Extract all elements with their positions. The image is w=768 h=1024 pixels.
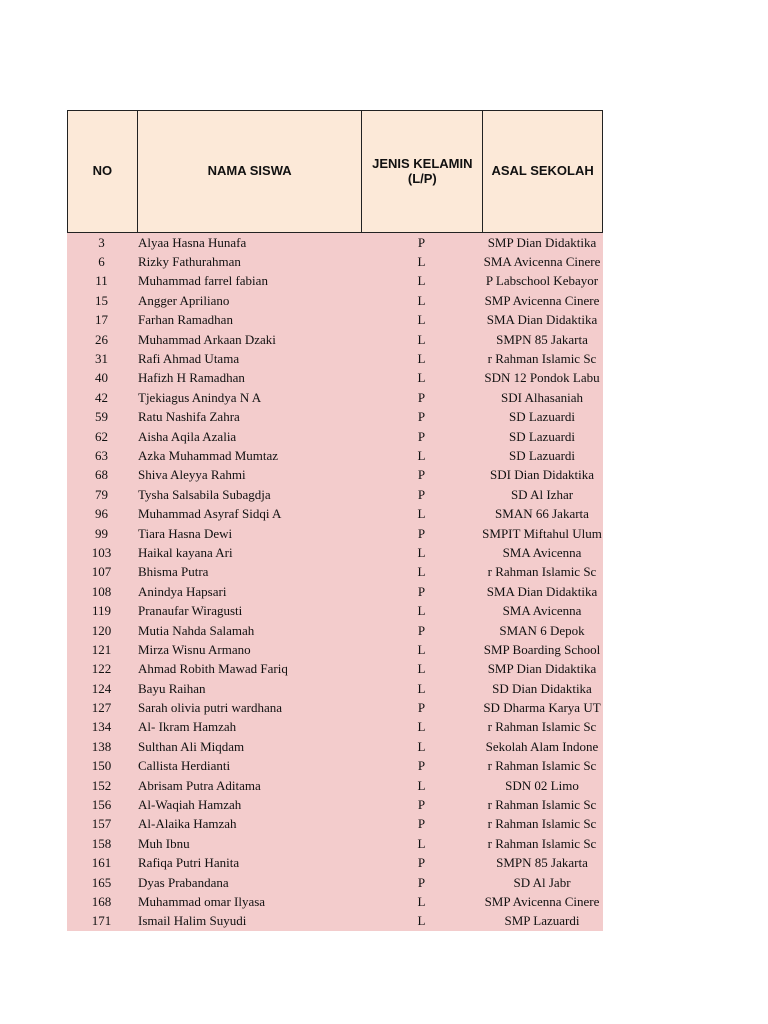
row-asal-sekolah xyxy=(482,623,602,639)
asal-sekolah-text: SMP Dian Didaktika xyxy=(487,234,597,250)
table-row xyxy=(67,757,603,776)
row-asal-sekolah xyxy=(482,913,602,929)
asal-sekolah-text: SMPN 85 Jakarta xyxy=(496,855,588,871)
row-asal-sekolah xyxy=(482,894,602,910)
row-nama-siswa: Al-Waqiah Hamzah xyxy=(138,797,242,813)
row-jenis-kelamin: L xyxy=(417,835,426,851)
row-asal-sekolah xyxy=(482,312,602,328)
row-nama-siswa: Al-Alaika Hamzah xyxy=(138,816,237,832)
table-row xyxy=(67,504,603,523)
row-jenis-kelamin: L xyxy=(417,331,426,347)
row-jenis-kelamin: L xyxy=(417,641,426,657)
row-nama-siswa: Muhammad Asyraf Sidqi A xyxy=(138,506,282,522)
row-nama-siswa: Rafi Ahmad Utama xyxy=(138,351,240,367)
table-row xyxy=(67,582,603,601)
asal-sekolah-text: SMP Dian Didaktika xyxy=(487,661,597,677)
row-asal-sekolah xyxy=(482,390,602,406)
asal-sekolah-text: SD Al Izhar xyxy=(510,486,574,502)
table-row xyxy=(67,485,603,504)
row-nama-siswa: Haikal kayana Ari xyxy=(138,544,233,560)
row-asal-sekolah xyxy=(482,584,602,600)
asal-sekolah-text: SD Lazuardi xyxy=(508,428,576,444)
asal-sekolah-text: SMP Avicenna Cinere xyxy=(484,292,600,308)
row-no: 168 xyxy=(91,893,112,909)
row-asal-sekolah xyxy=(482,642,602,658)
row-no: 150 xyxy=(91,758,112,774)
row-jenis-kelamin: L xyxy=(417,506,426,522)
row-jenis-kelamin: P xyxy=(417,758,426,774)
row-asal-sekolah xyxy=(482,719,602,735)
asal-sekolah-text: SMAN 66 Jakarta xyxy=(495,506,589,522)
asal-sekolah-text: SMA Dian Didaktika xyxy=(486,583,598,599)
row-jenis-kelamin: L xyxy=(417,661,426,677)
row-no: 96 xyxy=(95,506,108,522)
row-no: 127 xyxy=(91,700,112,716)
table-row xyxy=(67,718,603,737)
asal-sekolah-text: P Labschool Kebayor xyxy=(485,273,599,289)
row-no: 17 xyxy=(95,312,108,328)
row-nama-siswa: Tysha Salsabila Subagdja xyxy=(138,486,271,502)
asal-sekolah-text: SDI Dian Didaktika xyxy=(490,467,594,483)
row-asal-sekolah xyxy=(482,429,602,445)
row-nama-siswa: Bhisma Putra xyxy=(138,564,209,580)
row-asal-sekolah xyxy=(482,351,602,367)
table-row xyxy=(67,912,603,931)
row-nama-siswa: Bayu Raihan xyxy=(138,680,206,696)
asal-sekolah-text: SD Dian Didaktika xyxy=(492,680,592,696)
asal-sekolah-text: Sekolah Alam Indone xyxy=(485,738,599,754)
table-row xyxy=(67,291,603,310)
row-jenis-kelamin: L xyxy=(417,738,426,754)
row-asal-sekolah xyxy=(482,778,602,794)
row-asal-sekolah xyxy=(482,293,602,309)
table-row xyxy=(67,795,603,814)
row-no: 156 xyxy=(91,797,112,813)
row-jenis-kelamin: P xyxy=(417,816,426,832)
row-nama-siswa: Aisha Aqila Azalia xyxy=(138,428,237,444)
row-jenis-kelamin: L xyxy=(417,603,426,619)
table-row xyxy=(67,446,603,465)
row-jenis-kelamin: L xyxy=(417,447,426,463)
header-jenis-kelamin: JENIS KELAMIN (L/P) xyxy=(361,111,482,232)
table-header xyxy=(67,110,603,233)
row-jenis-kelamin: L xyxy=(417,312,426,328)
table-row xyxy=(67,272,603,291)
row-asal-sekolah xyxy=(482,254,602,270)
table-row xyxy=(67,892,603,911)
row-nama-siswa: Rafiqa Putri Hanita xyxy=(138,855,240,871)
asal-sekolah-text: SD Al Jabr xyxy=(513,874,571,890)
row-no: 134 xyxy=(91,719,112,735)
table-row xyxy=(67,776,603,795)
asal-sekolah-text: SMP Lazuardi xyxy=(504,913,580,929)
asal-sekolah-text: r Rahman Islamic Sc xyxy=(487,758,597,774)
row-no: 42 xyxy=(95,389,108,405)
row-no: 68 xyxy=(95,467,108,483)
asal-sekolah-text: SMA Dian Didaktika xyxy=(486,312,598,328)
row-nama-siswa: Ahmad Robith Mawad Fariq xyxy=(138,661,288,677)
row-jenis-kelamin: L xyxy=(417,777,426,793)
row-asal-sekolah xyxy=(482,836,602,852)
asal-sekolah-text: r Rahman Islamic Sc xyxy=(487,816,597,832)
row-nama-siswa: Anindya Hapsari xyxy=(138,583,227,599)
asal-sekolah-text: SMAN 6 Depok xyxy=(499,622,585,638)
asal-sekolah-text: SD Dharma Karya UT xyxy=(483,700,601,716)
row-jenis-kelamin: L xyxy=(417,370,426,386)
row-nama-siswa: Hafizh H Ramadhan xyxy=(138,370,245,386)
asal-sekolah-text: SD Lazuardi xyxy=(508,447,576,463)
table-row xyxy=(67,252,603,271)
table-row xyxy=(67,873,603,892)
row-no: 31 xyxy=(95,351,108,367)
row-no: 119 xyxy=(91,603,112,619)
row-asal-sekolah xyxy=(482,564,602,580)
header-no: NO xyxy=(92,163,113,179)
asal-sekolah-text: r Rahman Islamic Sc xyxy=(487,835,597,851)
row-nama-siswa: Callista Herdianti xyxy=(138,758,231,774)
row-nama-siswa: Shiva Aleyya Rahmi xyxy=(138,467,246,483)
header-nama-siswa: NAMA SISWA xyxy=(137,111,362,232)
row-asal-sekolah xyxy=(482,467,602,483)
row-no: 3 xyxy=(98,234,105,250)
asal-sekolah-text: r Rahman Islamic Sc xyxy=(487,797,597,813)
row-jenis-kelamin: P xyxy=(417,486,426,502)
row-jenis-kelamin: P xyxy=(417,409,426,425)
table-row xyxy=(67,737,603,756)
row-asal-sekolah xyxy=(482,273,602,289)
asal-sekolah-text: SMA Avicenna xyxy=(502,544,582,560)
row-jenis-kelamin: L xyxy=(417,913,426,929)
row-nama-siswa: Dyas Prabandana xyxy=(138,874,229,890)
table-row xyxy=(67,621,603,640)
row-asal-sekolah xyxy=(482,370,602,386)
row-jenis-kelamin: L xyxy=(417,254,426,270)
table-row xyxy=(67,427,603,446)
row-no: 108 xyxy=(91,583,112,599)
row-no: 171 xyxy=(91,913,112,929)
row-asal-sekolah xyxy=(482,448,602,464)
row-asal-sekolah xyxy=(482,409,602,425)
row-asal-sekolah xyxy=(482,661,602,677)
row-nama-siswa: Muhammad omar Ilyasa xyxy=(138,893,266,909)
row-nama-siswa: Tjekiagus Anindya N A xyxy=(138,389,262,405)
row-jenis-kelamin: P xyxy=(417,525,426,541)
row-nama-siswa: Alyaa Hasna Hunafa xyxy=(138,234,247,250)
asal-sekolah-text: SMA Avicenna xyxy=(502,603,582,619)
table-body xyxy=(67,233,603,931)
asal-sekolah-text: r Rahman Islamic Sc xyxy=(487,351,597,367)
row-asal-sekolah xyxy=(482,545,602,561)
row-no: 120 xyxy=(91,622,112,638)
row-jenis-kelamin: L xyxy=(417,893,426,909)
table-row xyxy=(67,330,603,349)
asal-sekolah-text: SDN 12 Pondok Labu xyxy=(484,370,600,386)
row-nama-siswa: Farhan Ramadhan xyxy=(138,312,233,328)
row-no: 6 xyxy=(98,254,105,270)
table-row xyxy=(67,349,603,368)
asal-sekolah-text: r Rahman Islamic Sc xyxy=(487,719,597,735)
table-row xyxy=(67,854,603,873)
row-nama-siswa: Sarah olivia putri wardhana xyxy=(138,700,283,716)
row-nama-siswa: Mutia Nahda Salamah xyxy=(138,622,255,638)
row-nama-siswa: Ismail Halim Suyudi xyxy=(138,913,247,929)
row-no: 165 xyxy=(91,874,112,890)
asal-sekolah-text: SMPIT Miftahul Ulum xyxy=(482,525,602,541)
row-jenis-kelamin: L xyxy=(417,719,426,735)
asal-sekolah-text: SMP Avicenna Cinere xyxy=(484,893,600,909)
row-no: 79 xyxy=(95,486,108,502)
row-no: 161 xyxy=(91,855,112,871)
row-jenis-kelamin: P xyxy=(417,234,426,250)
row-no: 138 xyxy=(91,738,112,754)
row-nama-siswa: Muh Ibnu xyxy=(138,835,190,851)
row-asal-sekolah xyxy=(482,487,602,503)
row-nama-siswa: Al- Ikram Hamzah xyxy=(138,719,237,735)
asal-sekolah-text: SMA Avicenna Cinere xyxy=(483,254,601,270)
row-no: 158 xyxy=(91,835,112,851)
row-nama-siswa: Pranaufar Wiragusti xyxy=(138,603,243,619)
asal-sekolah-text: r Rahman Islamic Sc xyxy=(487,564,597,580)
row-asal-sekolah xyxy=(482,875,602,891)
row-no: 122 xyxy=(91,661,112,677)
row-no: 152 xyxy=(91,777,112,793)
row-nama-siswa: Mirza Wisnu Armano xyxy=(138,641,251,657)
row-no: 26 xyxy=(95,331,108,347)
row-no: 15 xyxy=(95,292,108,308)
row-no: 124 xyxy=(91,680,112,696)
row-jenis-kelamin: P xyxy=(417,467,426,483)
table-row xyxy=(67,408,603,427)
row-nama-siswa: Angger Apriliano xyxy=(138,292,230,308)
row-nama-siswa: Abrisam Putra Aditama xyxy=(138,777,261,793)
table-row xyxy=(67,698,603,717)
row-asal-sekolah xyxy=(482,235,602,251)
row-nama-siswa: Azka Muhammad Mumtaz xyxy=(138,447,279,463)
table-row xyxy=(67,311,603,330)
row-no: 107 xyxy=(91,564,112,580)
asal-sekolah-text: SD Lazuardi xyxy=(508,409,576,425)
student-table xyxy=(67,110,603,931)
asal-sekolah-text: SDN 02 Limo xyxy=(505,777,579,793)
row-no: 62 xyxy=(95,428,108,444)
row-jenis-kelamin: L xyxy=(417,680,426,696)
row-asal-sekolah xyxy=(482,816,602,832)
asal-sekolah-text: SMPN 85 Jakarta xyxy=(496,331,588,347)
row-nama-siswa: Rizky Fathurahman xyxy=(138,254,241,270)
row-no: 121 xyxy=(91,641,112,657)
table-row xyxy=(67,640,603,659)
table-row xyxy=(67,815,603,834)
table-row xyxy=(67,388,603,407)
row-asal-sekolah xyxy=(482,758,602,774)
row-no: 59 xyxy=(95,409,108,425)
row-jenis-kelamin: L xyxy=(417,351,426,367)
asal-sekolah-text: SMP Boarding School xyxy=(483,641,601,657)
table-row xyxy=(67,563,603,582)
row-asal-sekolah xyxy=(482,797,602,813)
table-row xyxy=(67,466,603,485)
row-asal-sekolah xyxy=(482,681,602,697)
table-row xyxy=(67,369,603,388)
row-nama-siswa: Tiara Hasna Dewi xyxy=(138,525,233,541)
row-nama-siswa: Muhammad Arkaan Dzaki xyxy=(138,331,276,347)
table-row xyxy=(67,679,603,698)
row-jenis-kelamin: L xyxy=(417,292,426,308)
row-no: 157 xyxy=(91,816,112,832)
row-asal-sekolah xyxy=(482,855,602,871)
row-jenis-kelamin: P xyxy=(417,389,426,405)
row-jenis-kelamin: P xyxy=(417,797,426,813)
row-nama-siswa: Ratu Nashifa Zahra xyxy=(138,409,240,425)
table-row xyxy=(67,543,603,562)
table-row xyxy=(67,660,603,679)
row-asal-sekolah xyxy=(482,739,602,755)
table-row xyxy=(67,233,603,252)
row-asal-sekolah xyxy=(482,526,602,542)
row-jenis-kelamin: P xyxy=(417,583,426,599)
row-nama-siswa: Muhammad farrel fabian xyxy=(138,273,268,289)
row-no: 11 xyxy=(95,273,108,289)
table-row xyxy=(67,601,603,620)
table-row xyxy=(67,834,603,853)
row-asal-sekolah xyxy=(482,506,602,522)
row-no: 40 xyxy=(95,370,108,386)
header-asal-sekolah: ASAL SEKOLAH xyxy=(482,111,602,232)
row-no: 99 xyxy=(95,525,108,541)
row-jenis-kelamin: P xyxy=(417,622,426,638)
row-jenis-kelamin: L xyxy=(417,544,426,560)
row-no: 63 xyxy=(95,447,108,463)
asal-sekolah-text: SDI Alhasaniah xyxy=(501,389,583,405)
row-jenis-kelamin: L xyxy=(417,273,426,289)
row-asal-sekolah xyxy=(482,700,602,716)
row-no: 103 xyxy=(91,544,112,560)
row-asal-sekolah xyxy=(482,332,602,348)
row-jenis-kelamin: P xyxy=(417,700,426,716)
row-jenis-kelamin: P xyxy=(417,874,426,890)
row-jenis-kelamin: P xyxy=(417,855,426,871)
table-row xyxy=(67,524,603,543)
row-jenis-kelamin: P xyxy=(417,428,426,444)
row-nama-siswa: Sulthan Ali Miqdam xyxy=(138,738,245,754)
row-asal-sekolah xyxy=(482,603,602,619)
row-jenis-kelamin: L xyxy=(417,564,426,580)
